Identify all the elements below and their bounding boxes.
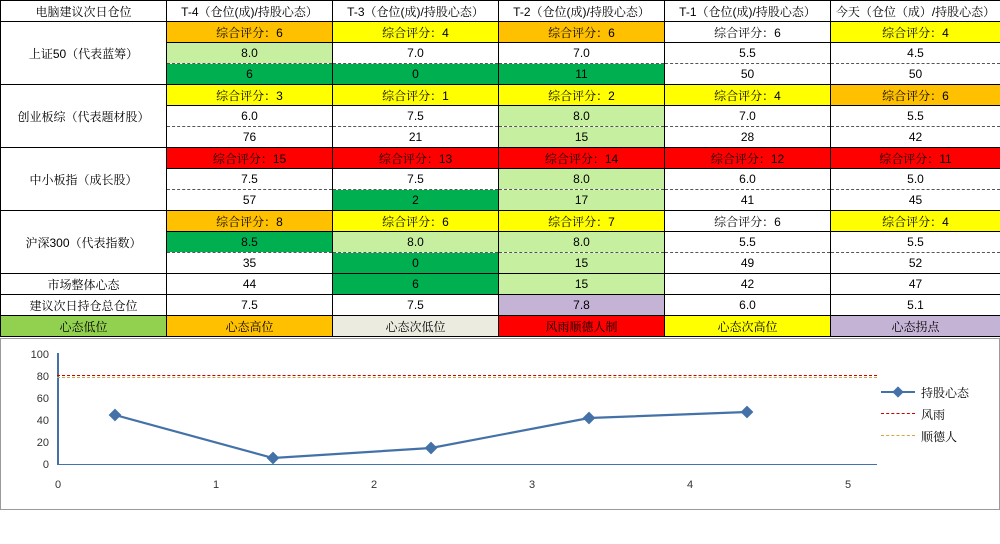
position-cell: 7.0 [333,43,499,64]
header-cell-2: T-3（仓位(成)/持股心态） [333,1,499,22]
mood-cell: 35 [167,253,333,274]
mood-cell: 76 [167,127,333,148]
legend-cell-low: 心态低位 [1,316,167,337]
mood-cell: 49 [665,253,831,274]
score-cell: 综合评分：4 [831,22,1000,43]
legend-label: 风雨 [921,407,946,422]
position-cell: 5.5 [665,232,831,253]
score-cell: 综合评分：4 [333,22,499,43]
header-cell-3: T-2（仓位(成)/持股心态） [499,1,665,22]
score-cell: 综合评分：2 [499,85,665,106]
score-cell: 综合评分：7 [499,211,665,232]
row-label: 上证50（代表蓝筹） [1,22,167,85]
y-tick-100: 100 [30,349,49,361]
mood-cell: 45 [831,190,1000,211]
mood-cell: 41 [665,190,831,211]
score-cell: 综合评分：1 [333,85,499,106]
row-label: 中小板指（成长股） [1,148,167,211]
mood-cell: 6 [167,64,333,85]
position-cell: 5.5 [831,106,1000,127]
score-cell: 综合评分：4 [831,211,1000,232]
score-cell: 综合评分：11 [831,148,1000,169]
mood-cell: 17 [499,190,665,211]
mood-cell: 52 [831,253,1000,274]
legend-label: 持股心态 [921,385,970,400]
y-tick-20: 20 [36,437,49,449]
header-cell-4: T-1（仓位(成)/持股心态） [665,1,831,22]
legend-cell-high: 心态高位 [167,316,333,337]
y-tick-80: 80 [36,371,49,383]
legend-item-shunderen [881,425,991,447]
market-mood-cell: 6 [333,274,499,295]
score-cell: 综合评分：13 [333,148,499,169]
position-cell: 5.5 [665,43,831,64]
position-cell: 7.0 [499,43,665,64]
position-cell: 7.5 [333,169,499,190]
score-cell: 综合评分：8 [167,211,333,232]
mood-cell: 42 [831,127,1000,148]
score-cell: 综合评分：6 [167,22,333,43]
legend-cell-sub-low: 心态次低位 [333,316,499,337]
x-tick-5: 5 [844,479,852,491]
score-cell: 综合评分：3 [167,85,333,106]
suggested-position-cell: 6.0 [665,295,831,316]
header-cell-0: 电脑建议次日仓位 [1,1,167,22]
position-cell: 8.0 [499,232,665,253]
row-label: 市场整体心态 [1,274,167,295]
position-cell: 8.5 [167,232,333,253]
row-label: 沪深300（代表指数） [1,211,167,274]
position-cell: 8.0 [167,43,333,64]
position-cell: 4.5 [831,43,1000,64]
position-cell: 7.5 [167,169,333,190]
legend-item-fengyu [881,403,991,425]
position-cell: 5.0 [831,169,1000,190]
table-row [1,85,1000,106]
plot-area [57,353,877,465]
position-cell: 5.5 [831,232,1000,253]
row-label: 建议次日持仓总仓位 [1,295,167,316]
position-cell: 7.0 [665,106,831,127]
dashed-line-icon [881,430,915,442]
score-cell: 综合评分：6 [831,85,1000,106]
legend-cell-turning-point: 心态拐点 [831,316,1000,337]
y-tick-60: 60 [36,393,49,405]
table-row [1,22,1000,43]
legend-row [1,316,1000,337]
y-tick-40: 40 [36,415,49,427]
mood-cell: 2 [333,190,499,211]
market-mood-cell: 42 [665,274,831,295]
legend-cell-sub-high: 心态次高位 [665,316,831,337]
legend-item-mood [881,381,991,403]
suggested-position-cell: 7.5 [167,295,333,316]
mood-cell: 0 [333,253,499,274]
chart-legend [881,381,991,447]
mood-cell: 15 [499,253,665,274]
header-cell-1: T-4（仓位(成)/持股心态） [167,1,333,22]
position-cell: 7.5 [333,106,499,127]
line-marker-icon [881,386,915,398]
mood-cell: 50 [665,64,831,85]
mood-cell: 21 [333,127,499,148]
mood-cell: 28 [665,127,831,148]
suggested-position-cell: 7.8 [499,295,665,316]
mood-cell: 11 [499,64,665,85]
position-cell: 8.0 [499,106,665,127]
table-header-row [1,1,1000,22]
x-tick-0: 0 [54,479,62,491]
x-tick-2: 2 [370,479,378,491]
mood-cell: 0 [333,64,499,85]
table-row [1,274,1000,295]
mood-cell: 57 [167,190,333,211]
y-tick-0: 0 [42,459,49,471]
market-mood-cell: 15 [499,274,665,295]
table-row [1,148,1000,169]
suggested-position-cell: 7.5 [333,295,499,316]
mood-cell: 15 [499,127,665,148]
position-cell: 6.0 [665,169,831,190]
position-cell: 6.0 [167,106,333,127]
market-mood-cell: 47 [831,274,1000,295]
x-tick-4: 4 [686,479,694,491]
market-mood-cell: 44 [167,274,333,295]
score-cell: 综合评分：6 [665,22,831,43]
table-row [1,211,1000,232]
score-cell: 综合评分：14 [499,148,665,169]
score-cell: 综合评分：15 [167,148,333,169]
legend-cell-brand: 风雨顺德人制 [499,316,665,337]
series-path-mood [57,353,877,465]
position-cell: 8.0 [499,169,665,190]
header-cell-5: 今天（仓位（成）/持股心态） [831,1,1000,22]
score-cell: 综合评分：6 [333,211,499,232]
x-tick-1: 1 [212,479,220,491]
score-cell: 综合评分：4 [665,85,831,106]
legend-label: 顺德人 [921,429,958,444]
suggested-position-cell: 5.1 [831,295,1000,316]
mood-line-chart [0,338,1000,510]
x-tick-3: 3 [528,479,536,491]
position-cell: 8.0 [333,232,499,253]
row-label: 创业板综（代表题材股） [1,85,167,148]
score-cell: 综合评分：12 [665,148,831,169]
dashed-line-icon [881,408,915,420]
score-cell: 综合评分：6 [499,22,665,43]
table-row [1,295,1000,316]
score-cell: 综合评分：6 [665,211,831,232]
mood-cell: 50 [831,64,1000,85]
